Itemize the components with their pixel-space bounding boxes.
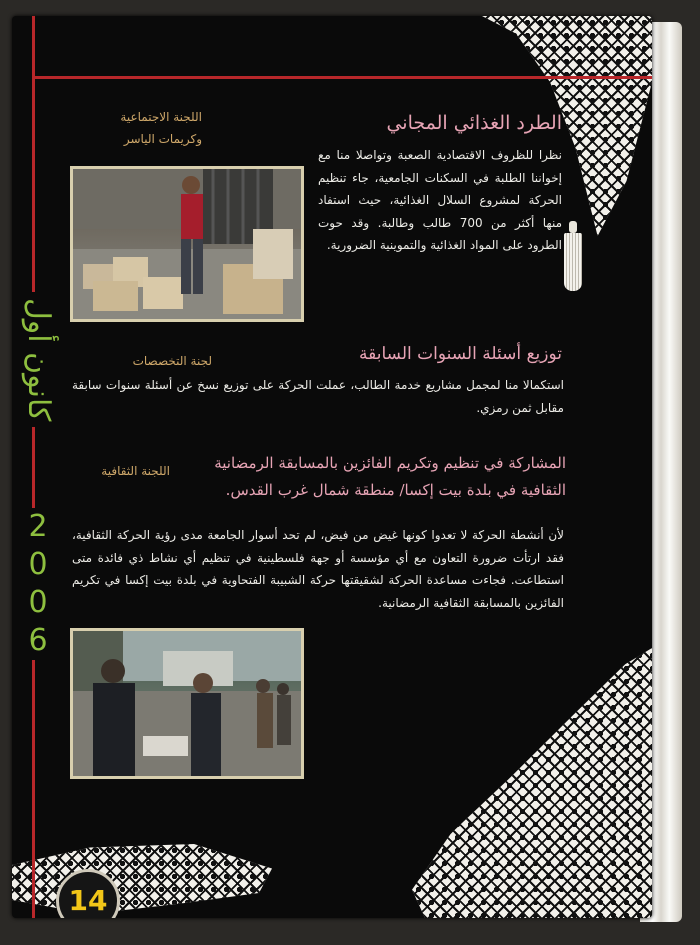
section3-title-line2: الثقافية في بلدة بيت إكسا/ منطقة شمال غرب القدس. — [225, 481, 566, 499]
section2-body: استكمالا منا لمجمل مشاريع خدمة الطالب، عملت الحركة على توزيع نسخ عن أسئلة سنوات سابقة مقابل ثمن رمزي. — [72, 378, 564, 415]
red-vertical-rule — [32, 16, 35, 918]
ceremony-photo — [70, 628, 304, 779]
food-parcels-photo — [70, 166, 304, 322]
food-parcels-photo-illustration — [73, 169, 301, 319]
section1-label-line2: وكريمات الياسر — [123, 132, 202, 146]
page-number-badge: 14 — [56, 869, 120, 918]
year-digit: 6 — [28, 623, 48, 658]
section1-title: الطرد الغذائي المجاني — [386, 112, 562, 134]
ceremony-photo-illustration — [73, 631, 301, 776]
section1-label-line1: اللجنة الاجتماعية — [120, 110, 202, 124]
section3-title — [162, 450, 566, 504]
section3-title-line1: المشاركة في تنظيم وتكريم الفائزين بالمسابقة الرمضانية — [214, 454, 566, 472]
keffiyeh-bottom-decoration — [412, 636, 652, 918]
keffiyeh-left-decoration — [12, 844, 272, 914]
section1-committee-label — [52, 106, 202, 150]
year-digit: 0 — [28, 547, 48, 582]
year-digit: 0 — [28, 585, 48, 620]
section3-body: لأن أنشطة الحركة لا تعدوا كونها غيض من فيض، لم تحد أسوار الجامعة مدى رؤية الحركة الثقافية، فقد ارتأت ضرورة التعاون مع أي مؤسسة أو جهة فلسطينية في تنظيم أي نشاط ذي فائدة متى استطاعت. فجاءت مساعدة الحركة لشقيقتها حركة الشبيبة الفتحاوية في بلدة بيت إكسا في تكريم الفائزين بالمسابقة الثقافية الرمضانية. — [72, 528, 564, 610]
section2-committee-label: لجنة التخصصات — [132, 354, 212, 368]
section1-body: نظرا للظروف الاقتصادية الصعبة وتواصلا منا مع إخواننا الطلبة في السكنات الجامعية، جاء تنظيم الحركة لمشروع السلال الغذائية، حيث استفاد منها أكثر من 700 طالب وطالبة. وقد حوت الطرود على المواد الغذائية والتموينية الضرورية. — [318, 148, 562, 252]
section2-title: توزيع أسئلة السنوات السابقة — [359, 344, 562, 364]
sidebar-year — [14, 508, 62, 660]
year-digit: 2 — [28, 509, 48, 544]
red-horizontal-rule — [32, 76, 652, 79]
sidebar-month: كانون أول — [14, 292, 62, 427]
section3-committee-label: اللجنة الثقافية — [101, 464, 170, 478]
magazine-page — [12, 16, 652, 918]
tassel-decoration — [564, 221, 582, 291]
